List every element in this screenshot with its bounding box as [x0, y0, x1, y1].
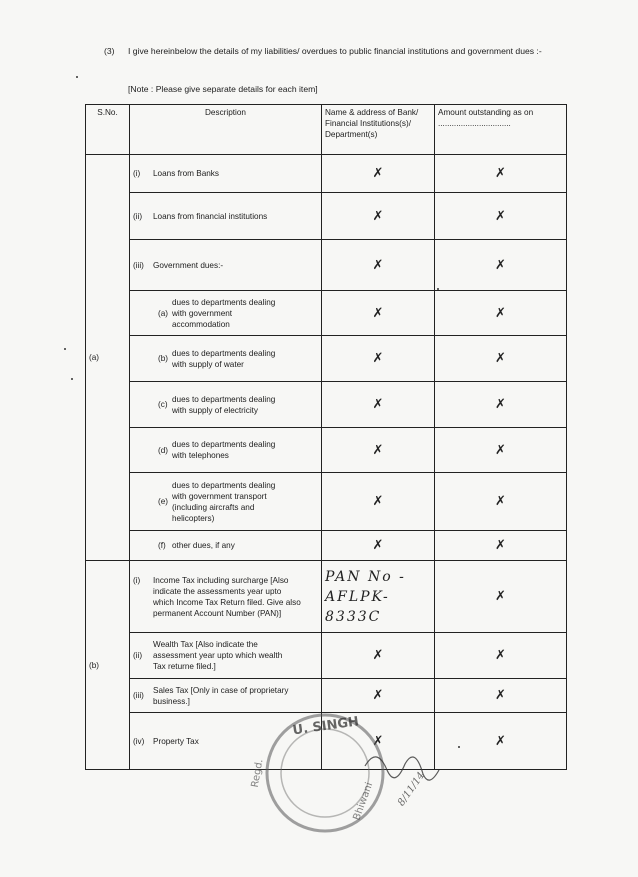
scan-speck — [458, 746, 460, 748]
row-roman: (i) — [133, 169, 141, 178]
pan-number: AFLPK-8333C — [325, 588, 390, 625]
intro-text: I give hereinbelow the details of my liabilities/ overdues to public financial institutions and government dues :- — [128, 46, 542, 56]
section-label-b: (b) — [86, 561, 130, 770]
bank-cell: ✗ — [322, 633, 435, 679]
row-description — [130, 291, 322, 336]
amount-cell: ✗ — [435, 633, 567, 679]
row-text: Government dues:- — [153, 260, 224, 270]
row-description — [130, 336, 322, 382]
header-sno: S.No. — [86, 105, 130, 155]
pan-label: PAN No - — [325, 568, 406, 585]
table-row — [86, 291, 567, 336]
row-roman: (ii) — [133, 650, 143, 660]
scan-speck — [64, 348, 66, 350]
row-text: dues to departments dealing with supply of electricity — [172, 394, 276, 415]
row-text: Property Tax — [153, 736, 199, 746]
row-text: Loans from Banks — [153, 169, 219, 178]
amount-cell: ✗ — [435, 193, 567, 240]
row-description — [130, 531, 322, 561]
scan-speck — [437, 288, 439, 290]
table-row — [86, 155, 567, 193]
bank-cell: ✗ — [322, 155, 435, 193]
table-row — [86, 193, 567, 240]
row-description — [130, 561, 322, 633]
bank-cell-pan — [322, 561, 435, 633]
header-amount: Amount outstanding as on ................................ — [435, 105, 567, 155]
signature-scribble — [365, 757, 439, 780]
amount-cell: ✗ — [435, 155, 567, 193]
table-row — [86, 382, 567, 428]
bank-cell: ✗ — [322, 531, 435, 561]
stamp-side-text: Regd. — [249, 758, 266, 789]
amount-cell: ✗ — [435, 382, 567, 428]
table-header-row — [86, 105, 567, 155]
bank-cell: ✗ — [322, 473, 435, 531]
row-sub-label: (b) — [158, 354, 169, 363]
signature-date: 8/11/14 — [395, 770, 428, 809]
row-sub-label: (f) — [158, 541, 166, 551]
liabilities-table — [85, 104, 567, 770]
table-row — [86, 561, 567, 633]
amount-cell: ✗ — [435, 679, 567, 713]
table-row — [86, 473, 567, 531]
row-text: dues to departments dealing with government accommodation — [172, 297, 276, 329]
note-text: [Note : Please give separate details for each item] — [128, 84, 318, 94]
amount-cell: ✗ — [435, 240, 567, 291]
bank-cell: ✗ — [322, 291, 435, 336]
bank-cell: ✗ — [322, 713, 435, 770]
amount-cell: ✗ — [435, 561, 567, 633]
row-description — [130, 428, 322, 473]
row-text: Loans from financial institutions — [153, 211, 268, 221]
amount-cell: ✗ — [435, 473, 567, 531]
row-sub-label: (a) — [158, 308, 169, 318]
amount-cell: ✗ — [435, 531, 567, 561]
bank-cell: ✗ — [322, 679, 435, 713]
table-row — [86, 336, 567, 382]
bank-cell: ✗ — [322, 382, 435, 428]
row-text: dues to departments dealing with telephones — [172, 440, 276, 460]
section-number: (3) — [104, 46, 115, 56]
scan-speck — [71, 378, 73, 380]
row-text: dues to departments dealing with government transport (including aircrafts and helicopters) — [172, 480, 276, 523]
row-text: Wealth Tax [Also indicate the assessment year upto which wealth Tax returne filed.] — [153, 640, 283, 671]
row-text: Sales Tax [Only in case of proprietary business.] — [153, 685, 289, 706]
row-text: dues to departments dealing with supply of water — [172, 348, 276, 369]
row-sub-label: (c) — [158, 400, 168, 409]
row-sub-label: (e) — [158, 497, 169, 506]
bank-cell: ✗ — [322, 428, 435, 473]
table-row — [86, 428, 567, 473]
table-row — [86, 240, 567, 291]
bank-cell: ✗ — [322, 240, 435, 291]
stamp-bottom-text: Bhiwani — [351, 781, 376, 822]
header-bank: Name & address of Bank/ Financial Institutions(s)/ Department(s) — [322, 105, 435, 155]
amount-cell: ✗ — [435, 713, 567, 770]
row-description — [130, 193, 322, 240]
row-text: Income Tax including surcharge [Also indicate the assessments year upto which Income Tax Return filed. Give also permanent Account Number (PAN)] — [153, 575, 301, 618]
scan-speck — [76, 76, 78, 78]
row-description — [130, 240, 322, 291]
table-row — [86, 633, 567, 679]
row-sub-label: (d) — [158, 445, 169, 455]
row-description — [130, 473, 322, 531]
row-description — [130, 382, 322, 428]
table-row — [86, 531, 567, 561]
amount-cell: ✗ — [435, 336, 567, 382]
stamp-top-text: U. SINGH — [291, 714, 360, 739]
row-description — [130, 633, 322, 679]
bank-cell: ✗ — [322, 336, 435, 382]
row-roman: (iii) — [133, 260, 144, 270]
header-description: Description — [130, 105, 322, 155]
row-roman: (ii) — [133, 211, 143, 221]
row-roman: (i) — [133, 575, 141, 585]
bank-cell: ✗ — [322, 193, 435, 240]
row-text: other dues, if any — [172, 541, 235, 551]
amount-cell: ✗ — [435, 428, 567, 473]
section-label-a: (a) — [86, 155, 130, 561]
rubber-stamp — [245, 708, 465, 838]
row-roman: (iv) — [133, 736, 145, 746]
amount-cell: ✗ — [435, 291, 567, 336]
row-roman: (iii) — [133, 690, 144, 700]
row-description — [130, 155, 322, 193]
